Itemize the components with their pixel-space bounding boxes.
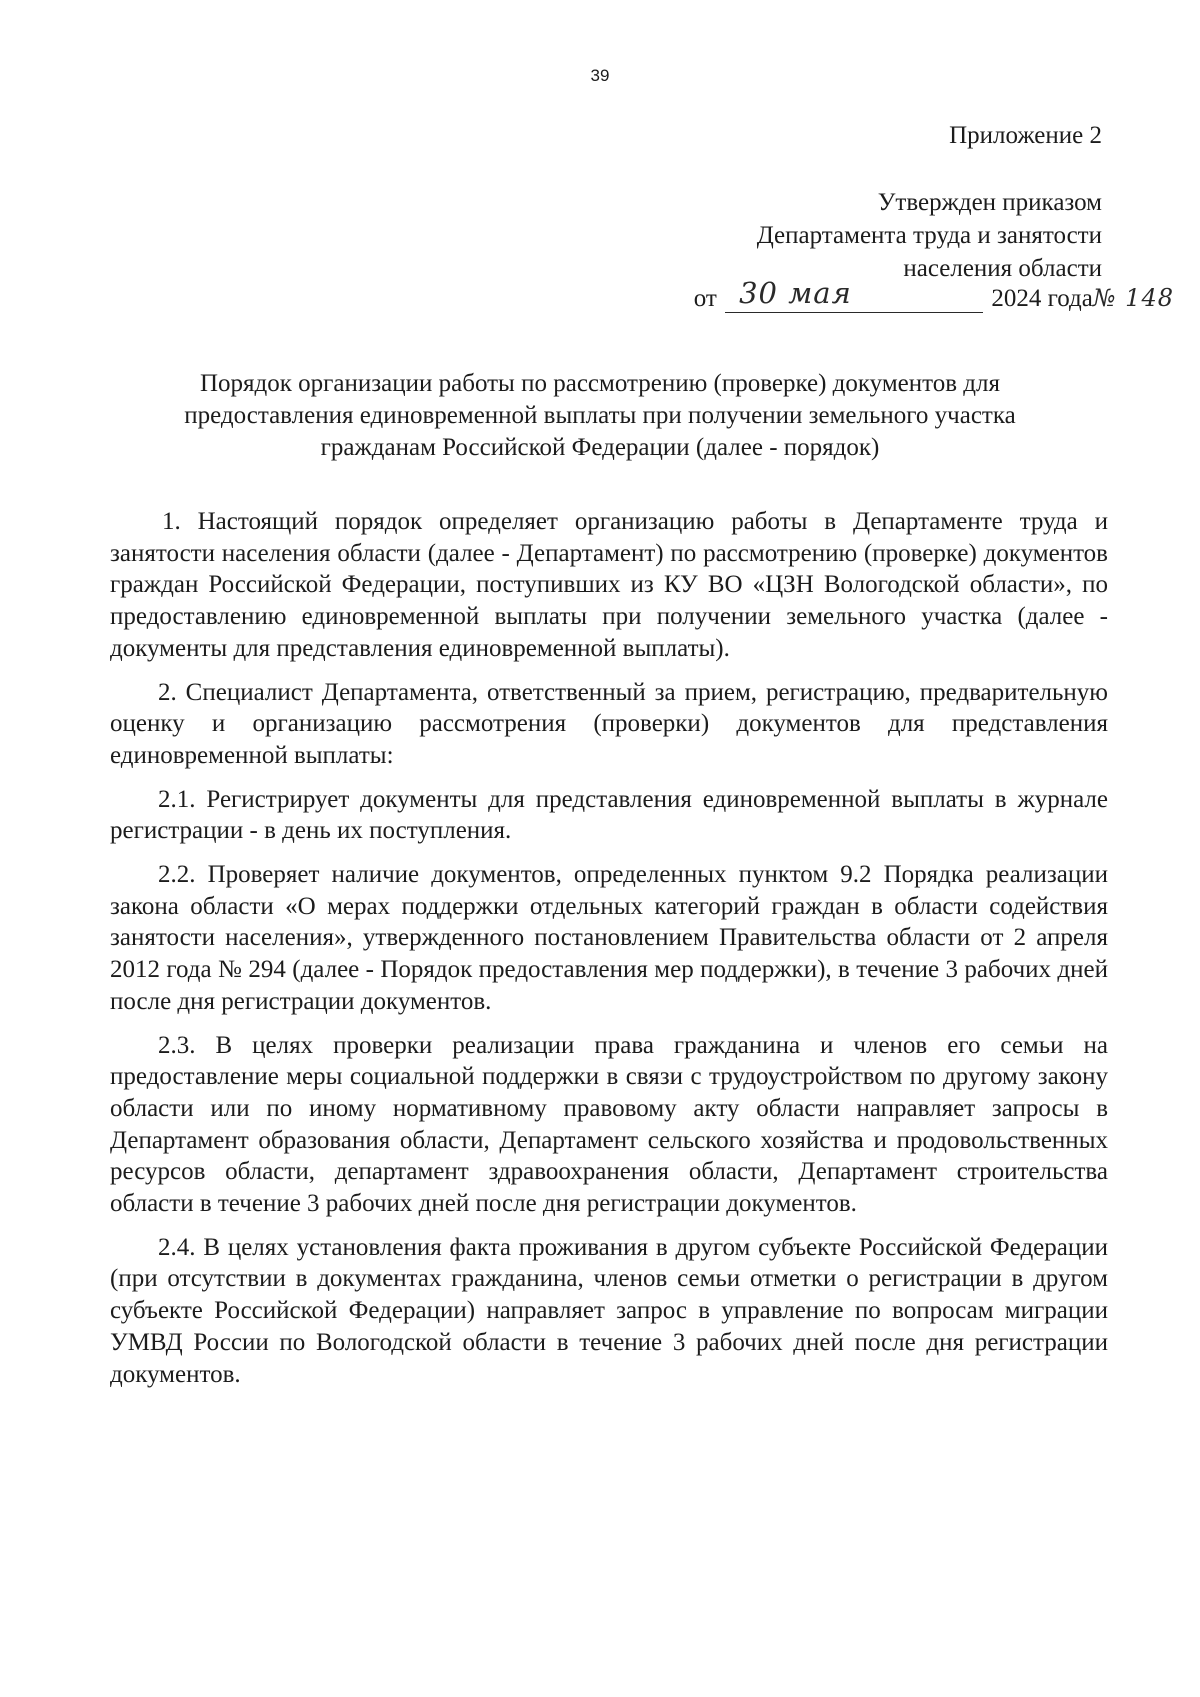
- approval-line-1: Утвержден приказом: [877, 189, 1102, 216]
- handwritten-date: 30 мая: [739, 276, 852, 310]
- document-body: [110, 506, 1108, 1402]
- approval-line-2: Департамента труда и занятости: [756, 222, 1102, 249]
- paragraph-2: 2. Специалист Департамента, ответственный за прием, регистрацию, предварительную оценку и организацию рассмотрения (проверки) документов для представления единовременной выплаты:: [110, 678, 1108, 769]
- date-prefix: от: [693, 285, 717, 312]
- appendix-label: Приложение 2: [949, 122, 1102, 149]
- title-line-2: предоставления единовременной выплаты при получении земельного участка: [184, 402, 1016, 429]
- paragraph-2-2: 2.2. Проверяет наличие документов, определенных пунктом 9.2 Порядка реализации закона области «О мерах поддержки отдельных категорий граждан в области содействия занятости населения», утвержденного постановлением Правительства области от 2 апреля 2012 года № 294 (далее - Порядок предоставления мер поддержки), в течение 3 рабочих дней после дня регистрации документов.: [110, 861, 1108, 1015]
- title-line-3: гражданам Российской Федерации (далее - порядок): [320, 434, 880, 461]
- paragraph-1: 1. Настоящий порядок определяет организацию работы в Департаменте труда и занятости населения области (далее - Департамент) по рассмотрению (проверке) документов граждан Российской Федерации, поступивших из КУ ВО «ЦЗН Вологодской области», по предоставлению единовременной выплаты при получении земельного участка (далее - документы для представления единовременной выплаты).: [110, 508, 1108, 662]
- page-number: 39: [590, 66, 610, 85]
- paragraph-2-3: 2.3. В целях проверки реализации права гражданина и членов его семьи на предоставление меры социальной поддержки в связи с трудоустройством по другому закону области или по иному нормативному правовому акту области направляет запросы в Департамент образования области, Департамент сельского хозяйства и продовольственных ресурсов области, департамент здравоохранения области, Департамент строительства области в течение 3 рабочих дней после дня регистрации документов.: [110, 1031, 1108, 1218]
- handwritten-order-number: № 148: [1092, 284, 1174, 312]
- approval-date-line: [693, 276, 1174, 313]
- paragraph-2-4: 2.4. В целях установления факта проживания в другом субъекте Российской Федерации (при отсутствии в документах гражданина, членов семьи отметки о регистрации в другом субъекте Российской Федерации) направляет запрос в управление по вопросам миграции УМВД России по Вологодской области в течение 3 рабочих дней после дня регистрации документов.: [110, 1233, 1108, 1388]
- date-blank-underline: [725, 276, 983, 313]
- approval-block: [757, 186, 1102, 285]
- approval-line-3: населения области: [903, 255, 1102, 282]
- title-line-1: Порядок организации работы по рассмотрению (проверке) документов для: [200, 370, 1000, 397]
- paragraph-2-1: 2.1. Регистрирует документы для представления единовременной выплаты в журнале регистрации - в день их поступления.: [110, 785, 1108, 845]
- year-text: 2024 года: [991, 285, 1093, 312]
- document-title: [0, 368, 1200, 464]
